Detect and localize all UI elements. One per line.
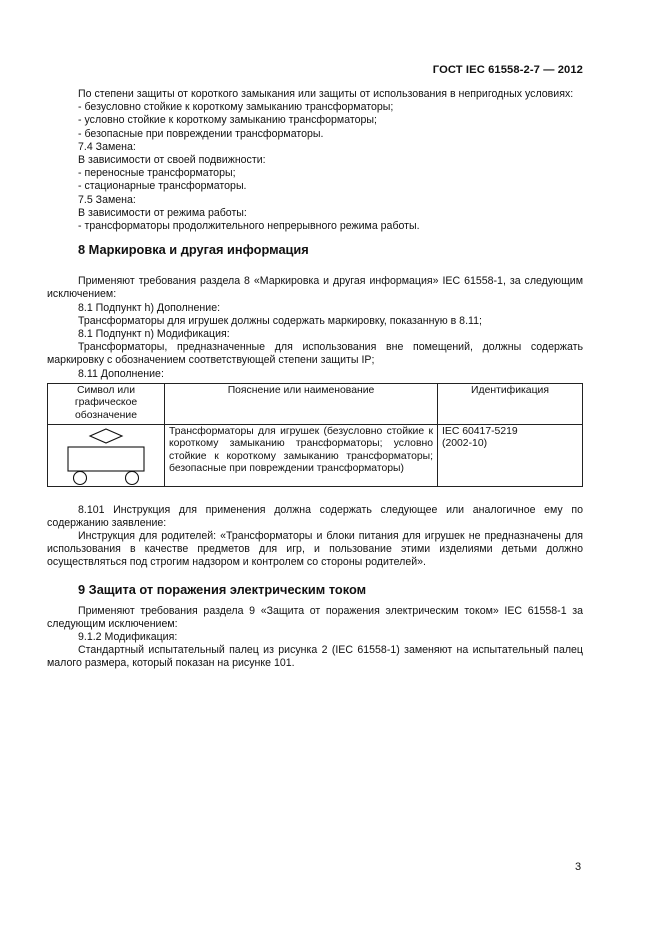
toy-transformer-symbol-icon [62,426,150,486]
clause-7-4: 7.4 Замена: [78,140,136,153]
mode-text: В зависимости от режима работы: [78,206,247,219]
clause-8-101: 8.101 Инструкция для применения должна содержать следующее или аналогичное ему по содержанию заявление: [47,503,583,529]
symbol-cell [48,424,165,486]
section-9-paragraph: Применяют требования раздела 9 «Защита от поражения электрическим током» IEC 61558-1 за следующим исключением: [47,604,583,630]
list-item: - безопасные при повреждении трансформаторы. [78,127,324,140]
section-9-paragraph: Стандартный испытательный палец из рисунка 2 (IEC 61558-1) заменяют на испытательный палец малого размера, который показан на рисунке 101. [47,644,583,670]
clause-8-1-h: 8.1 Подпункт h) Дополнение: [78,301,221,314]
document-header: ГОСТ IEC 61558-2-7 — 2012 [432,64,583,76]
intro-paragraph: По степени защиты от короткого замыкания или защиты от использования в непригодных условиях: [78,88,574,100]
section-8-paragraph: Трансформаторы, предназначенные для использования вне помещений, должны содержать маркировку с обозначением соответствующей степени защиты IP; [47,341,583,367]
identification-code: IEC 60417-5219 [442,425,518,437]
marking-table [47,383,583,487]
list-item: - трансформаторы продолжительного непрерывного режима работы. [78,220,420,233]
table-header-cell: Символ или графическое обозначение [48,383,165,424]
explanation-cell: Трансформаторы для игрушек (безусловно стойкие к короткому замыканию трансформаторы; условно стойкие к короткому замыканию трансформаторы; безопасные при повреждении трансформаторы) [165,424,438,486]
section-8-paragraph: Применяют требования раздела 8 «Маркировка и другая информация» IEC 61558-1, за следующим исключением: [47,275,583,301]
table-header-row [48,383,583,424]
clause-8-1-n: 8.1 Подпункт n) Модификация: [78,328,230,341]
clause-8-11: 8.11 Дополнение: [78,367,164,380]
list-item: - переносные трансформаторы; [78,167,236,180]
list-item: - безусловно стойкие к короткому замыканию трансформаторы; [78,101,394,114]
identification-date: (2002-10) [442,438,488,450]
page-content [47,88,583,671]
mobility-text: В зависимости от своей подвижности: [78,154,266,167]
parents-instruction: Инструкция для родителей: «Трансформаторы и блоки питания для игрушек не предназначены для использования в качестве предметов для игр, и пользование этими изделиями детьми должно осуществляться под строгим надзором и контролем со стороны родителей». [47,530,583,569]
section-9-heading: 9 Защита от поражения электрическим током [78,581,367,597]
list-item: - стационарные трансформаторы. [78,180,247,193]
identification-cell [438,424,583,486]
list-item: - условно стойкие к короткому замыканию трансформаторы; [78,114,377,127]
section-8-paragraph: Трансформаторы для игрушек должны содержать маркировку, показанную в 8.11; [78,314,482,327]
table-row [48,424,583,486]
table-header-cell: Пояснение или наименование [165,383,438,424]
table-header-cell: Идентификация [438,383,583,424]
clause-9-1-2: 9.1.2 Модификация: [78,631,178,644]
section-8-heading: 8 Маркировка и другая информация [78,242,309,258]
clause-7-5: 7.5 Замена: [78,193,136,206]
page-number: 3 [575,861,582,873]
